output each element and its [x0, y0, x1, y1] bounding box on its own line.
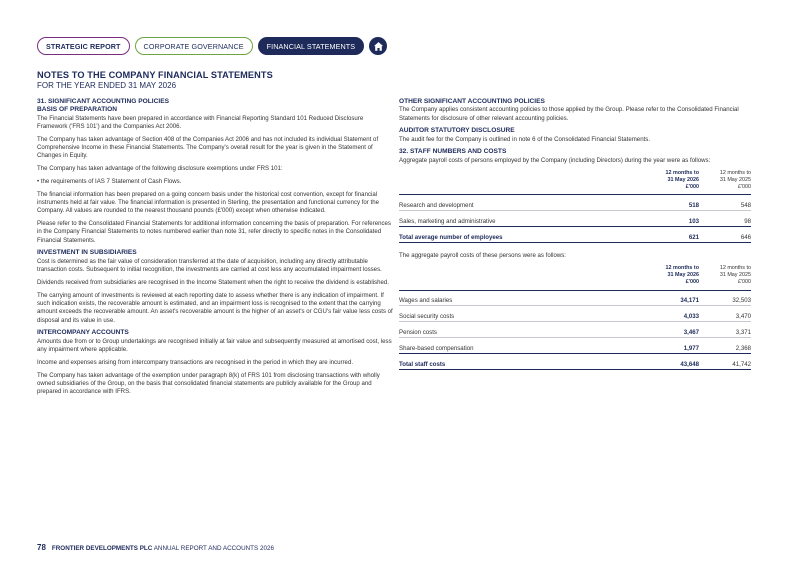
footer-company: FRONTIER DEVELOPMENTS PLC — [51, 545, 153, 552]
right-column — [399, 98, 751, 370]
table-row: Wages and salaries 34,171 32,503 — [399, 290, 751, 306]
page-subtitle: FOR THE YEAR ENDED 31 MAY 2026 — [37, 81, 177, 90]
col-header-current: 12 months to 31 May 2026 £'000 — [665, 169, 699, 191]
table-header-row — [399, 170, 751, 195]
page-title: NOTES TO THE COMPANY FINANCIAL STATEMENTS — [37, 70, 273, 80]
table-row: Sales, marketing and administrative 103 98 — [399, 211, 751, 227]
table-row: Research and development 518 548 — [399, 195, 751, 211]
tab-corporate-governance[interactable]: CORPORATE GOVERNANCE — [135, 37, 253, 55]
heading-staff-numbers: 32. STAFF NUMBERS AND COSTS — [399, 148, 507, 156]
table-row: Pension costs 3,467 3,371 — [399, 322, 751, 338]
home-icon — [373, 41, 384, 52]
page-number: 78 — [37, 543, 46, 552]
paragraph: Income and expenses arising from intercompany transactions are recognised in the period in which they are incurred. — [37, 358, 354, 366]
paragraph: Cost is determined as the fair value of consideration transferred at the date of acquisition, including any directly attributable transaction costs. Subsequent to initial recognition, the investments are carried at cost less any accumulated impairment losses. — [37, 257, 382, 274]
tab-strategic-report[interactable]: STRATEGIC REPORT — [37, 37, 130, 55]
col-header-prior: 12 months to 31 May 2025 £'000 — [719, 264, 751, 286]
paragraph: Please refer to the Consolidated Financial Statements for additional information concerning the basis of preparation. For references in the Company Financial Statements to notes numbered earlier than note 31, refer directly to specific notes in the Consolidated Financial Statements. — [37, 220, 391, 244]
left-column — [37, 98, 395, 401]
paragraph: The carrying amount of investments is reviewed at each reporting date to assess whether there is any indication of impairment. If such indication exists, the recoverable amount is estimated, and an impairment loss is recognised to the extent that the carrying amount exceeds the recoverable amount. An asset's recoverable amount is the higher of an asset's or CGU's fair value less costs of disposal and its value in use. — [37, 291, 393, 324]
heading-other-policies: OTHER SIGNIFICANT ACCOUNTING POLICIES — [399, 98, 545, 105]
paragraph: Aggregate payroll costs of persons employed by the Company (including Directors) during the year were as follows: — [399, 156, 711, 164]
col-header-current: 12 months to 31 May 2026 £'000 — [665, 264, 699, 286]
table-row: Share-based compensation 1,977 2,368 — [399, 337, 751, 353]
table-total-row: Total average number of employees 621 646 — [399, 227, 751, 243]
col-header-prior: 12 months to 31 May 2025 £'000 — [719, 169, 751, 191]
paragraph: The Company has taken advantage of the exemption under paragraph 8(k) of FRS 101 from disclosing transactions with wholly owned subsidiaries of the Group, on the basis that consolidated financial statements are publicly available for the Group and prepared in accordance with IFRS. — [37, 371, 380, 396]
paragraph: The Company has taken advantage of the following disclosure exemptions under FRS 101: — [37, 165, 283, 173]
footer-text — [52, 545, 274, 552]
paragraph: The financial information has been prepared on a going concern basis under the historical cost convention, except for financial instruments held at fair value. The financial information is presented in Sterling, the presentation and functional currency for the Company. All values are rounded to the nearest thousand pounds (£'000) except when otherwise indicated. — [37, 190, 380, 215]
page-footer — [37, 543, 274, 552]
home-button[interactable] — [369, 37, 387, 55]
heading-significant-policies: 31. SIGNIFICANT ACCOUNTING POLICIES — [37, 98, 170, 105]
heading-intercompany-accounts: INTERCOMPANY ACCOUNTS — [37, 329, 129, 337]
paragraph: The Financial Statements have been prepared in accordance with Financial Reporting Standard 101 Reduced Disclosure Framework ('FRS 101') and the Companies Act 2006. — [37, 114, 364, 130]
paragraph: The aggregate payroll costs of these persons were as follows: — [399, 251, 566, 259]
heading-basis-of-preparation: BASIS OF PREPARATION — [37, 106, 117, 114]
section-nav — [37, 37, 387, 55]
table-row: Social security costs 4,033 3,470 — [399, 306, 751, 322]
table-total-row: Total staff costs 43,648 41,742 — [399, 353, 751, 369]
table-header-row — [399, 265, 751, 290]
heading-investment-in-subsidiaries: INVESTMENT IN SUBSIDIARIES — [37, 249, 137, 257]
payroll-costs-table — [399, 265, 751, 370]
paragraph: Dividends received from subsidiaries are recognised in the Income Statement when the right to receive the dividend is established. — [37, 278, 389, 286]
tab-financial-statements[interactable]: FINANCIAL STATEMENTS — [258, 37, 365, 55]
paragraph: The audit fee for the Company is outlined in note 6 of the Consolidated Financial Statements. — [399, 135, 651, 143]
paragraph: Amounts due from or to Group undertakings are recognised initially at fair value and subsequently measured at amortised cost, less any impairment where applicable. — [37, 337, 392, 353]
heading-auditor-disclosure: AUDITOR STATUTORY DISCLOSURE — [399, 127, 515, 135]
paragraph: The Company applies consistent accounting policies to those applied by the Group. Please refer to the Consolidated Financial Statements for disclosure of other relevant accounting policies. — [399, 106, 739, 122]
paragraph: The Company has taken advantage of Section 408 of the Companies Act 2006 and has not included its individual Statement of Comprehensive Income in these Financial Statements. The Company's overall result for the year is given in the Statement of Changes in Equity. — [37, 135, 379, 160]
footer-report: ANNUAL REPORT AND ACCOUNTS 2026 — [153, 545, 274, 552]
bullet-item: • the requirements of IAS 7 Statement of Cash Flows. — [37, 177, 182, 185]
employees-table — [399, 170, 751, 243]
